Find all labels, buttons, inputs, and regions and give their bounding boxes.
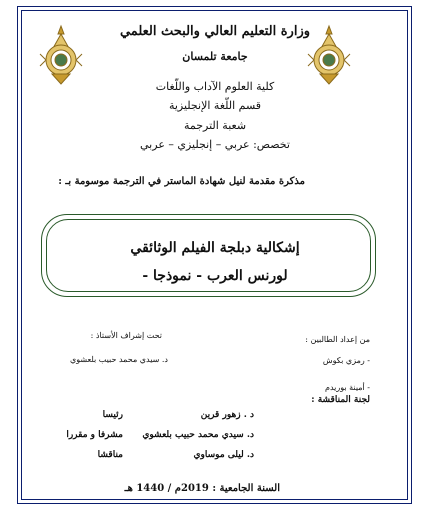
department-name: قسم اللّغة الإنجليزية: [168, 99, 262, 112]
jury-member-name: د . زهور قرين: [200, 410, 254, 420]
academic-year: السنة الجامعية : 2019م / 1440 هـ: [124, 483, 280, 494]
jury-label: لجنة المناقشة :: [311, 395, 370, 405]
jury-member-name: د. ليلى موساوي: [193, 450, 254, 460]
thesis-title-line2: لورنس العرب - نموذجا -: [142, 268, 288, 284]
faculty-name: كلية العلوم الآداب واللّغات: [155, 80, 275, 93]
supervisor-label: تحت إشراف الأستاذ :: [90, 331, 162, 340]
memo-statement: مذكرة مقدمة لنيل شهادة الماستر في الترجمة موسومة بـ :: [58, 176, 305, 187]
students-label: من إعداد الطالبين :: [305, 335, 370, 344]
specialty: تخصص: عربي – إنجليزي – عربي: [140, 138, 290, 151]
university-name: جامعة تلمسان: [182, 50, 248, 63]
jury-member-name: د. سيدي محمد حبيب بلعشوي: [142, 430, 254, 440]
thesis-title-line1: إشكالية دبلجة الفيلم الوثائقي: [130, 240, 300, 256]
student-name: - أمينة بوريدم: [324, 383, 370, 392]
ministry-name: وزارة التعليم العالي والبحث العلمي: [119, 24, 311, 39]
jury-member-role: رئيسا: [102, 410, 123, 420]
supervisor-name: د. سيدي محمد حبيب بلعشوي: [69, 355, 168, 364]
jury-member-role: مناقشا: [97, 450, 123, 460]
branch-name: شعبة الترجمة: [183, 119, 247, 132]
jury-member-role: مشرفا و مقررا: [66, 430, 123, 440]
student-name: - رمزي بكوش: [322, 356, 370, 365]
